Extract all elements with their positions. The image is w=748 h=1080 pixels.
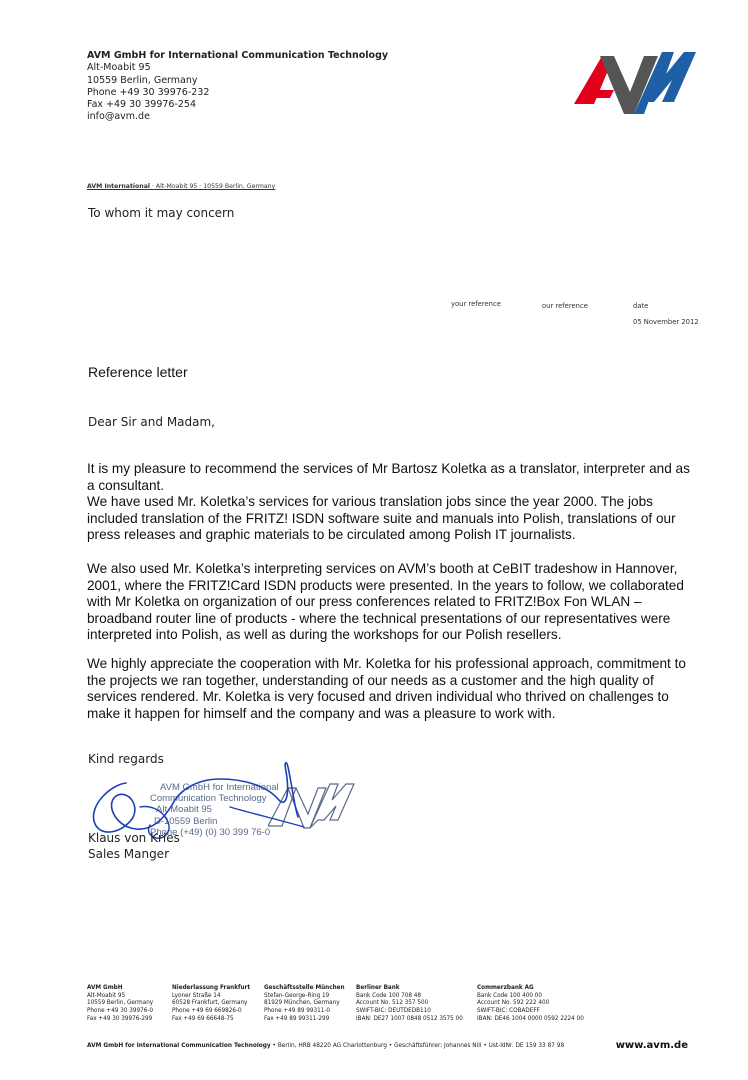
return-company: AVM International [87,183,150,190]
return-rest: · Alt-Moabit 95 · 10559 Berlin, Germany [150,183,276,190]
sender-city: 10559 Berlin, Germany [87,74,198,86]
sender-email[interactable]: info@avm.de [87,111,150,123]
footer-line: Fax +49 30 39976-299 [87,1015,153,1022]
sender-fax: Fax +49 30 39976-254 [87,99,197,111]
footer-line: Account No. 592 222 400 [477,1000,550,1007]
stamp-line-1: AVM GmbH for International [160,782,279,793]
footer-line: Stefan-George-Ring 19 [264,992,330,999]
stamp-line-4: D-10559 Berlin [154,815,218,827]
footer-line: Alt-Moabit 95 [87,992,126,999]
sender-street: Alt-Moabit 95 [87,62,151,74]
date-value: 05 November 2012 [633,318,699,326]
body-paragraph-1: It is my pleasure to recommend the services of Mr Bartosz Koletka as a translator, interpreter and as a consultant. [87,461,690,493]
footer-line: IBAN: DE46 1004 0000 0592 2224 00 [477,1015,584,1022]
body-paragraph-2: We have used Mr. Koletka’s services for various translation jobs since the year 2000. The jobs included translation of the FRITZ! ISDN software suite and manuals into Polish, translations of our press releases and graphic materials to be circulated among Polish IT journalists. [87,494,676,543]
logo-a-bar [586,90,614,98]
signer-name: Klaus von Kries [88,831,180,845]
footer-line: Phone +49 30 39976-0 [87,1008,154,1015]
footer-heading: Berliner Bank [356,985,400,991]
date-label: date [633,302,649,310]
footer-legal-rest: • Berlin, HRB 48220 AG Charlottenburg • Geschäftsführer: Johannes Nill • Ust-IdNr. DE 159 33 87 98 [270,1043,565,1049]
footer-line: 81929 München, Germany [264,1000,340,1007]
footer-column-avm [87,985,153,1024]
recipient: To whom it may concern [88,206,235,220]
footer-line: Fax +49 69 66648-75 [172,1015,234,1022]
salutation: Dear Sir and Madam, [88,415,215,429]
footer-line: Fax +49 89 99311-299 [264,1015,330,1022]
sender-phone: Phone +49 30 39976-232 [87,86,210,98]
footer-heading: Geschäftsstelle München [264,985,345,991]
sender-address [87,50,388,124]
footer-legal-company: AVM GmbH for International Communication Technology [87,1043,271,1049]
stamp-line-5: Phone (+49) (0) 30 399 76-0 [150,826,271,838]
signer-title: Sales Manger [88,847,169,861]
footer-line: SWIFT-BIC: COBADEFF [477,1008,540,1015]
footer-line: Bank Code 100 400 00 [477,992,543,999]
footer-heading: AVM GmbH [87,985,123,991]
footer-line: 10559 Berlin, Germany [87,1000,154,1007]
signer-block [88,830,180,862]
stamp-line-2: Communication Technology [150,793,267,805]
footer-line: IBAN: DE27 1007 0848 0512 3575 00 [356,1015,463,1022]
footer-line: 60528 Frankfurt, Germany [172,1000,248,1007]
footer-heading: Niederlassung Frankfurt [172,985,251,991]
your-reference-label: your reference [451,300,501,308]
footer-column-frankfurt [172,985,250,1024]
body-paragraph-3: We also used Mr. Koletka’s interpreting services on AVM’s booth at CeBIT tradeshow in Hannover, 2001, where the FRITZ!Card ISDN products were presented. In the years to follow, we collaborated with Mr Koletka on organization of our press conferences related to FRITZ!Box Fon WLAN – broadband router line of products - where the technical presentations of our representatives were interpreted into Polish, as well as during the workshops for our Polish resellers. [87,561,684,643]
footer-website-link[interactable]: www.avm.de [615,1040,688,1051]
subject: Reference letter [88,364,188,380]
footer-line: Lyoner Straße 14 [172,992,221,999]
footer-column-munich [264,985,345,1024]
footer-line: Bank Code 100 708 48 [356,992,422,999]
footer-column-commerzbank [477,985,584,1024]
return-address-line [87,183,275,190]
footer-line: SWIFT-BIC: DEUTDEDB110 [356,1008,431,1015]
body-paragraph-4: We highly appreciate the cooperation with Mr. Koletka for his professional approach, commitment to the projects we ran together, understanding of our needs as a customer and the high quality of services rendered. Mr. Koletka is very focused and driven individual who thrived on challenges to make it happen for himself and the company and was a pleasure to work with. [87,656,686,721]
footer-column-berliner-bank [356,985,463,1024]
footer-line: Phone +49 69 669826-0 [172,1008,242,1015]
stamp-line-3: Alt-Moabit 95 [156,804,212,816]
footer-line: Phone +49 89 99311-0 [264,1008,331,1015]
our-reference-label: our reference [542,302,588,310]
footer-legal-line [87,1043,564,1049]
closing: Kind regards [88,752,164,766]
sender-company: AVM GmbH for International Communication Technology [87,50,389,61]
footer-line: Account No. 512 357 500 [356,1000,429,1007]
avm-logo [574,44,698,122]
footer-heading: Commerzbank AG [477,985,534,991]
